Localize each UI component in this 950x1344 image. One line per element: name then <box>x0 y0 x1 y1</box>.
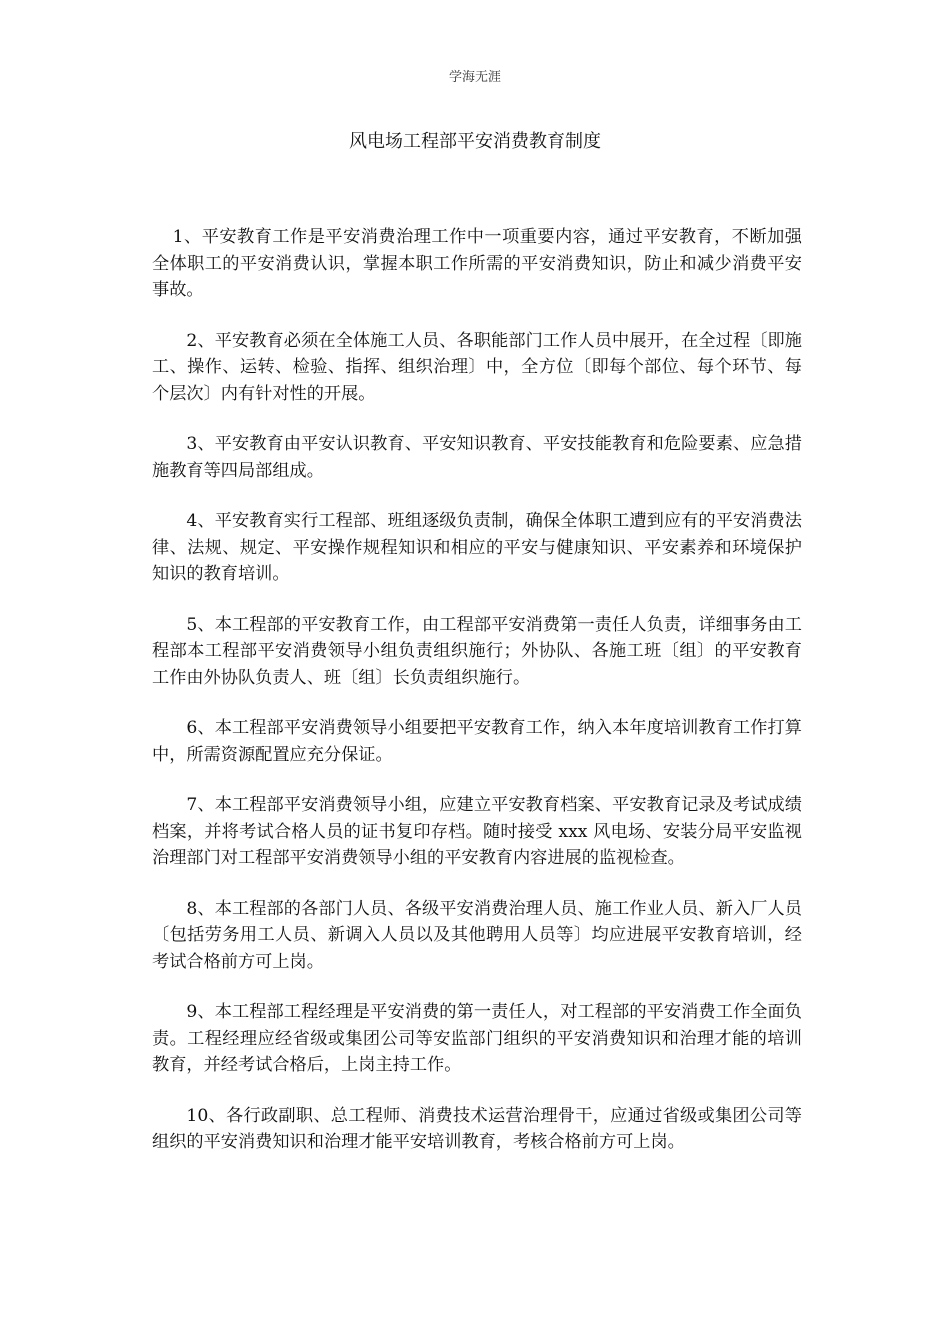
paragraph-3: 3、平安教育由平安认识教育、平安知识教育、平安技能教育和危险要素、应急措施教育等四局部组成。 <box>152 434 802 481</box>
paragraph-9: 9、本工程部工程经理是平安消费的第一责任人，对工程部的平安消费工作全面负责。工程经理应经省级或集团公司等安监部门组织的平安消费知识和治理才能的培训教育，并经考试合格后，上岗主持工作。 <box>152 1002 802 1075</box>
paragraph-10: 10、各行政副职、总工程师、消费技术运营治理骨干，应通过省级或集团公司等组织的平安消费知识和治理才能平安培训教育，考核合格前方可上岗。 <box>152 1105 802 1152</box>
paragraph-1: 1、平安教育工作是平安消费治理工作中一项重要内容，通过平安教育，不断加强全体职工的平安消费认识，掌握本职工作所需的平安消费知识，防止和减少消费平安事故。 <box>152 227 802 300</box>
paragraph-4: 4、平安教育实行工程部、班组逐级负责制，确保全体职工遭到应有的平安消费法律、法规、规定、平安操作规程知识和相应的平安与健康知识、平安素养和环境保护知识的教育培训。 <box>152 511 802 584</box>
page-header: 学海无涯 <box>448 70 501 85</box>
paragraph-2: 2、平安教育必须在全体施工人员、各职能部门工作人员中展开，在全过程〔即施工、操作、运转、检验、指挥、组织治理〕中，全方位〔即每个部位、每个环节、每个层次〕内有针对性的开展。 <box>152 330 802 404</box>
paragraph-5: 5、本工程部的平安教育工作，由工程部平安消费第一责任人负责，详细事务由工程部本工程部平安消费领导小组负责组织施行；外协队、各施工班〔组〕的平安教育工作由外协队负责人、班〔组〕长负责组织施行。 <box>152 614 802 688</box>
paragraph-7: 7、本工程部平安消费领导小组，应建立平安教育档案、平安教育记录及考试成绩档案，并将考试合格人员的证书复印存档。随时接受 xxx 风电场、安装分局平安监视治理部门对工程部平安消费领导小组的平安教育内容进展的监视检查。 <box>152 795 802 868</box>
document-body <box>152 224 802 1180</box>
document-title: 风电场工程部平安消费教育制度 <box>349 131 601 152</box>
paragraph-8: 8、本工程部的各部门人员、各级平安消费治理人员、施工作业人员、新入厂人员〔包括劳务用工人员、新调入人员以及其他聘用人员等〕均应进展平安教育培训，经考试合格前方可上岗。 <box>152 898 802 972</box>
paragraph-6: 6、本工程部平安消费领导小组要把平安教育工作，纳入本年度培训教育工作打算中，所需资源配置应充分保证。 <box>152 718 802 765</box>
